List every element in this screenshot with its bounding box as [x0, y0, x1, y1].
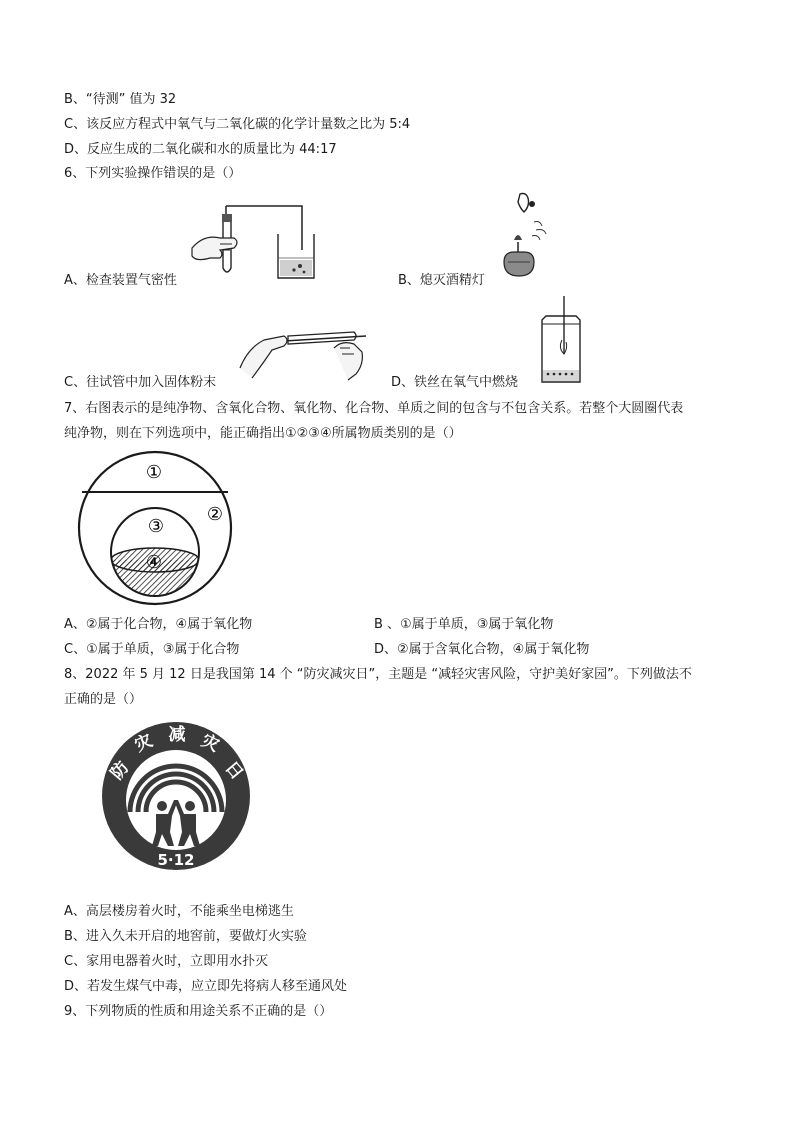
q6-stem: 6、下列实验操作错误的是（）	[64, 166, 242, 181]
diagram-label-2: ②	[206, 504, 224, 525]
logo-char-2: 灾	[131, 730, 156, 757]
q8-option-d: D、若发生煤气中毒，应立即先将病人移至通风处	[64, 979, 348, 994]
q7-option-d: D、②属于含氧化合物，④属于氧化物	[374, 642, 590, 657]
q8-option-a: A、高层楼房着火时，不能乘坐电梯逃生	[64, 904, 294, 919]
q8-stem-line2: 正确的是（）	[64, 692, 143, 707]
q7-option-a: A、②属于化合物，④属于氧化物	[64, 617, 253, 632]
q5-option-b: B、“待测” 值为 32	[64, 92, 177, 107]
powder-into-test-tube-illustration	[238, 318, 370, 382]
q6-option-a: A、检查装置气密性	[64, 273, 177, 288]
q8-option-b: B、进入久未开启的地窖前，要做灯火实验	[64, 929, 307, 944]
q6-option-b: B、熄灭酒精灯	[398, 273, 485, 288]
classification-circle-diagram	[70, 446, 240, 606]
logo-char-1: 防	[107, 757, 134, 784]
q9-stem: 9、下列物质的性质和用途关系不正确的是（）	[64, 1004, 333, 1019]
logo-date: 5·12	[157, 851, 195, 869]
q7-option-b: B 、①属于单质，③属于氧化物	[374, 617, 554, 632]
q7-stem-line2: 纯净物，则在下列选项中，能正确指出①②③④所属物质类别的是（）	[64, 426, 462, 441]
q8-stem-line1: 8、2022 年 5 月 12 日是我国第 14 个 “防灾减灾日”，主题是 “减轻灾害风险，守护美好家园”。下列做法不	[64, 667, 692, 682]
airtightness-check-illustration	[190, 198, 320, 282]
q8-option-c: C、家用电器着火时，立即用水扑灭	[64, 954, 269, 969]
diagram-label-1: ①	[145, 462, 163, 483]
q7-stem-line1: 7、右图表示的是纯净物、含氧化合物、氧化物、化合物、单质之间的包含与不包含关系。若整个大圆圈代表	[64, 401, 684, 416]
alcohol-lamp-illustration	[498, 190, 554, 282]
q5-option-d: D、反应生成的二氧化碳和水的质量比为 44:17	[64, 142, 337, 157]
q6-option-c: C、往试管中加入固体粉末	[64, 375, 217, 390]
disaster-prevention-day-logo	[100, 720, 252, 872]
q7-option-c: C、①属于单质，③属于化合物	[64, 642, 240, 657]
logo-char-3: 减	[168, 725, 186, 745]
iron-wire-burning-illustration	[536, 296, 586, 384]
diagram-label-4: ④	[145, 552, 163, 573]
q5-option-c: C、该反应方程式中氧气与二氧化碳的化学计量数之比为 5:4	[64, 117, 411, 132]
logo-char-4: 灾	[198, 730, 223, 757]
diagram-label-3: ③	[147, 516, 165, 537]
q6-option-d: D、铁丝在氧气中燃烧	[391, 375, 519, 390]
logo-char-5: 日	[220, 757, 247, 784]
